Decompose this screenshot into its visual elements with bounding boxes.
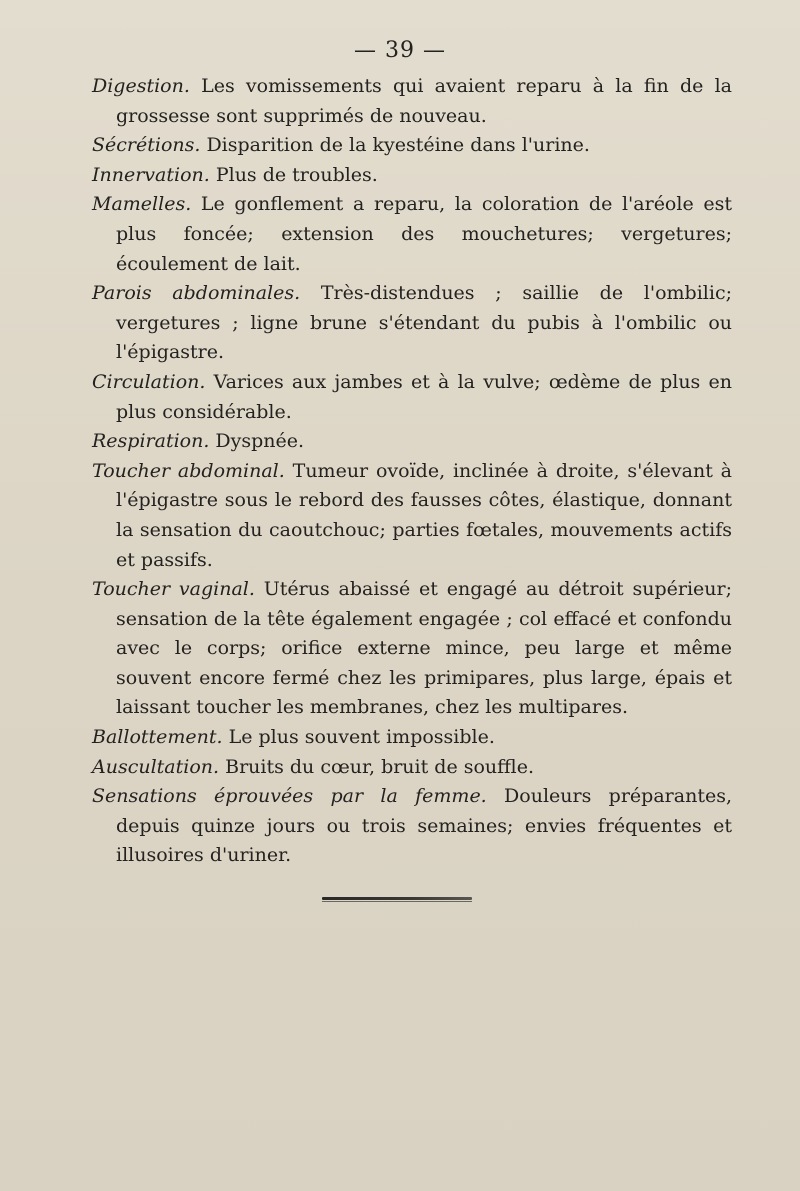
entry-term: Circulation. <box>92 370 206 393</box>
section-end-rule <box>322 897 472 900</box>
entry-toucher-abdominal <box>92 457 732 575</box>
entry-term: Parois abdominales. <box>92 282 301 305</box>
entry-ballottement <box>92 723 732 753</box>
entry-term: Digestion. <box>92 75 190 97</box>
entry-sensations <box>92 782 732 871</box>
entry-term: Mamelles. <box>92 193 192 216</box>
entry-toucher-vaginal <box>92 575 732 723</box>
entry-text: Varices aux jambes et à la vulve; œdème de plus en plus considérable. <box>116 370 732 423</box>
entry-auscultation <box>92 753 732 783</box>
entry-term: Sensations éprouvées par la femme. <box>92 785 487 808</box>
entry-secretions <box>92 131 732 161</box>
entry-term: Innervation. <box>92 163 210 186</box>
page-body <box>92 72 732 871</box>
entry-text: Très-distendues ; saillie de l'ombilic; vergetures ; ligne brune s'étendant du pubis à l'ombilic ou l'épigastre. <box>116 282 732 364</box>
page-number: — 39 — <box>354 38 446 63</box>
entry-text: Disparition de la kyestéine dans l'urine. <box>200 134 590 157</box>
entry-text: Le gonflement a reparu, la coloration de l'aréole est plus foncée; extension des mouchetures; vergetures; écoulement de lait. <box>116 193 732 275</box>
entry-term: Sécrétions. <box>92 134 201 157</box>
entry-text: Tumeur ovoïde, inclinée à droite, s'élevant à l'épigastre sous le rebord des fausses côtes, élastique, donnant la sensation du caoutchouc; parties fœtales, mouvements actifs et passifs. <box>116 459 732 571</box>
entry-text: Plus de troubles. <box>209 163 378 186</box>
entry-text: Dyspnée. <box>209 430 305 453</box>
entry-digestion <box>92 72 732 131</box>
entry-text: Utérus abaissé et engagé au détroit supérieur; sensation de la tête également engagée ; col effacé et confondu avec le corps; orifice externe mince, peu large et même souvent encore fermé chez les primipares, plus large, épais et laissant toucher les membranes, chez les multipares. <box>116 578 732 719</box>
entry-text: Bruits du cœur, bruit de souffle. <box>219 755 535 778</box>
entry-circulation <box>92 368 732 427</box>
entry-respiration <box>92 427 732 457</box>
entry-parois-abdominales <box>92 279 732 368</box>
entry-term: Toucher abdominal. <box>92 459 285 482</box>
entry-innervation <box>92 161 732 191</box>
entry-mamelles <box>92 190 732 279</box>
entry-term: Respiration. <box>92 430 210 453</box>
entry-text: Les vomissements qui avaient reparu à la fin de la grossesse sont supprimés de nouveau. <box>116 75 732 127</box>
entry-text: Le plus souvent impossible. <box>222 726 495 749</box>
entry-term: Auscultation. <box>92 755 220 778</box>
entry-term: Toucher vaginal. <box>92 578 255 601</box>
entry-text: Douleurs préparantes, depuis quinze jours ou trois semaines; envies fréquentes et illusoires d'uriner. <box>116 785 732 867</box>
entry-term: Ballottement. <box>92 726 223 749</box>
